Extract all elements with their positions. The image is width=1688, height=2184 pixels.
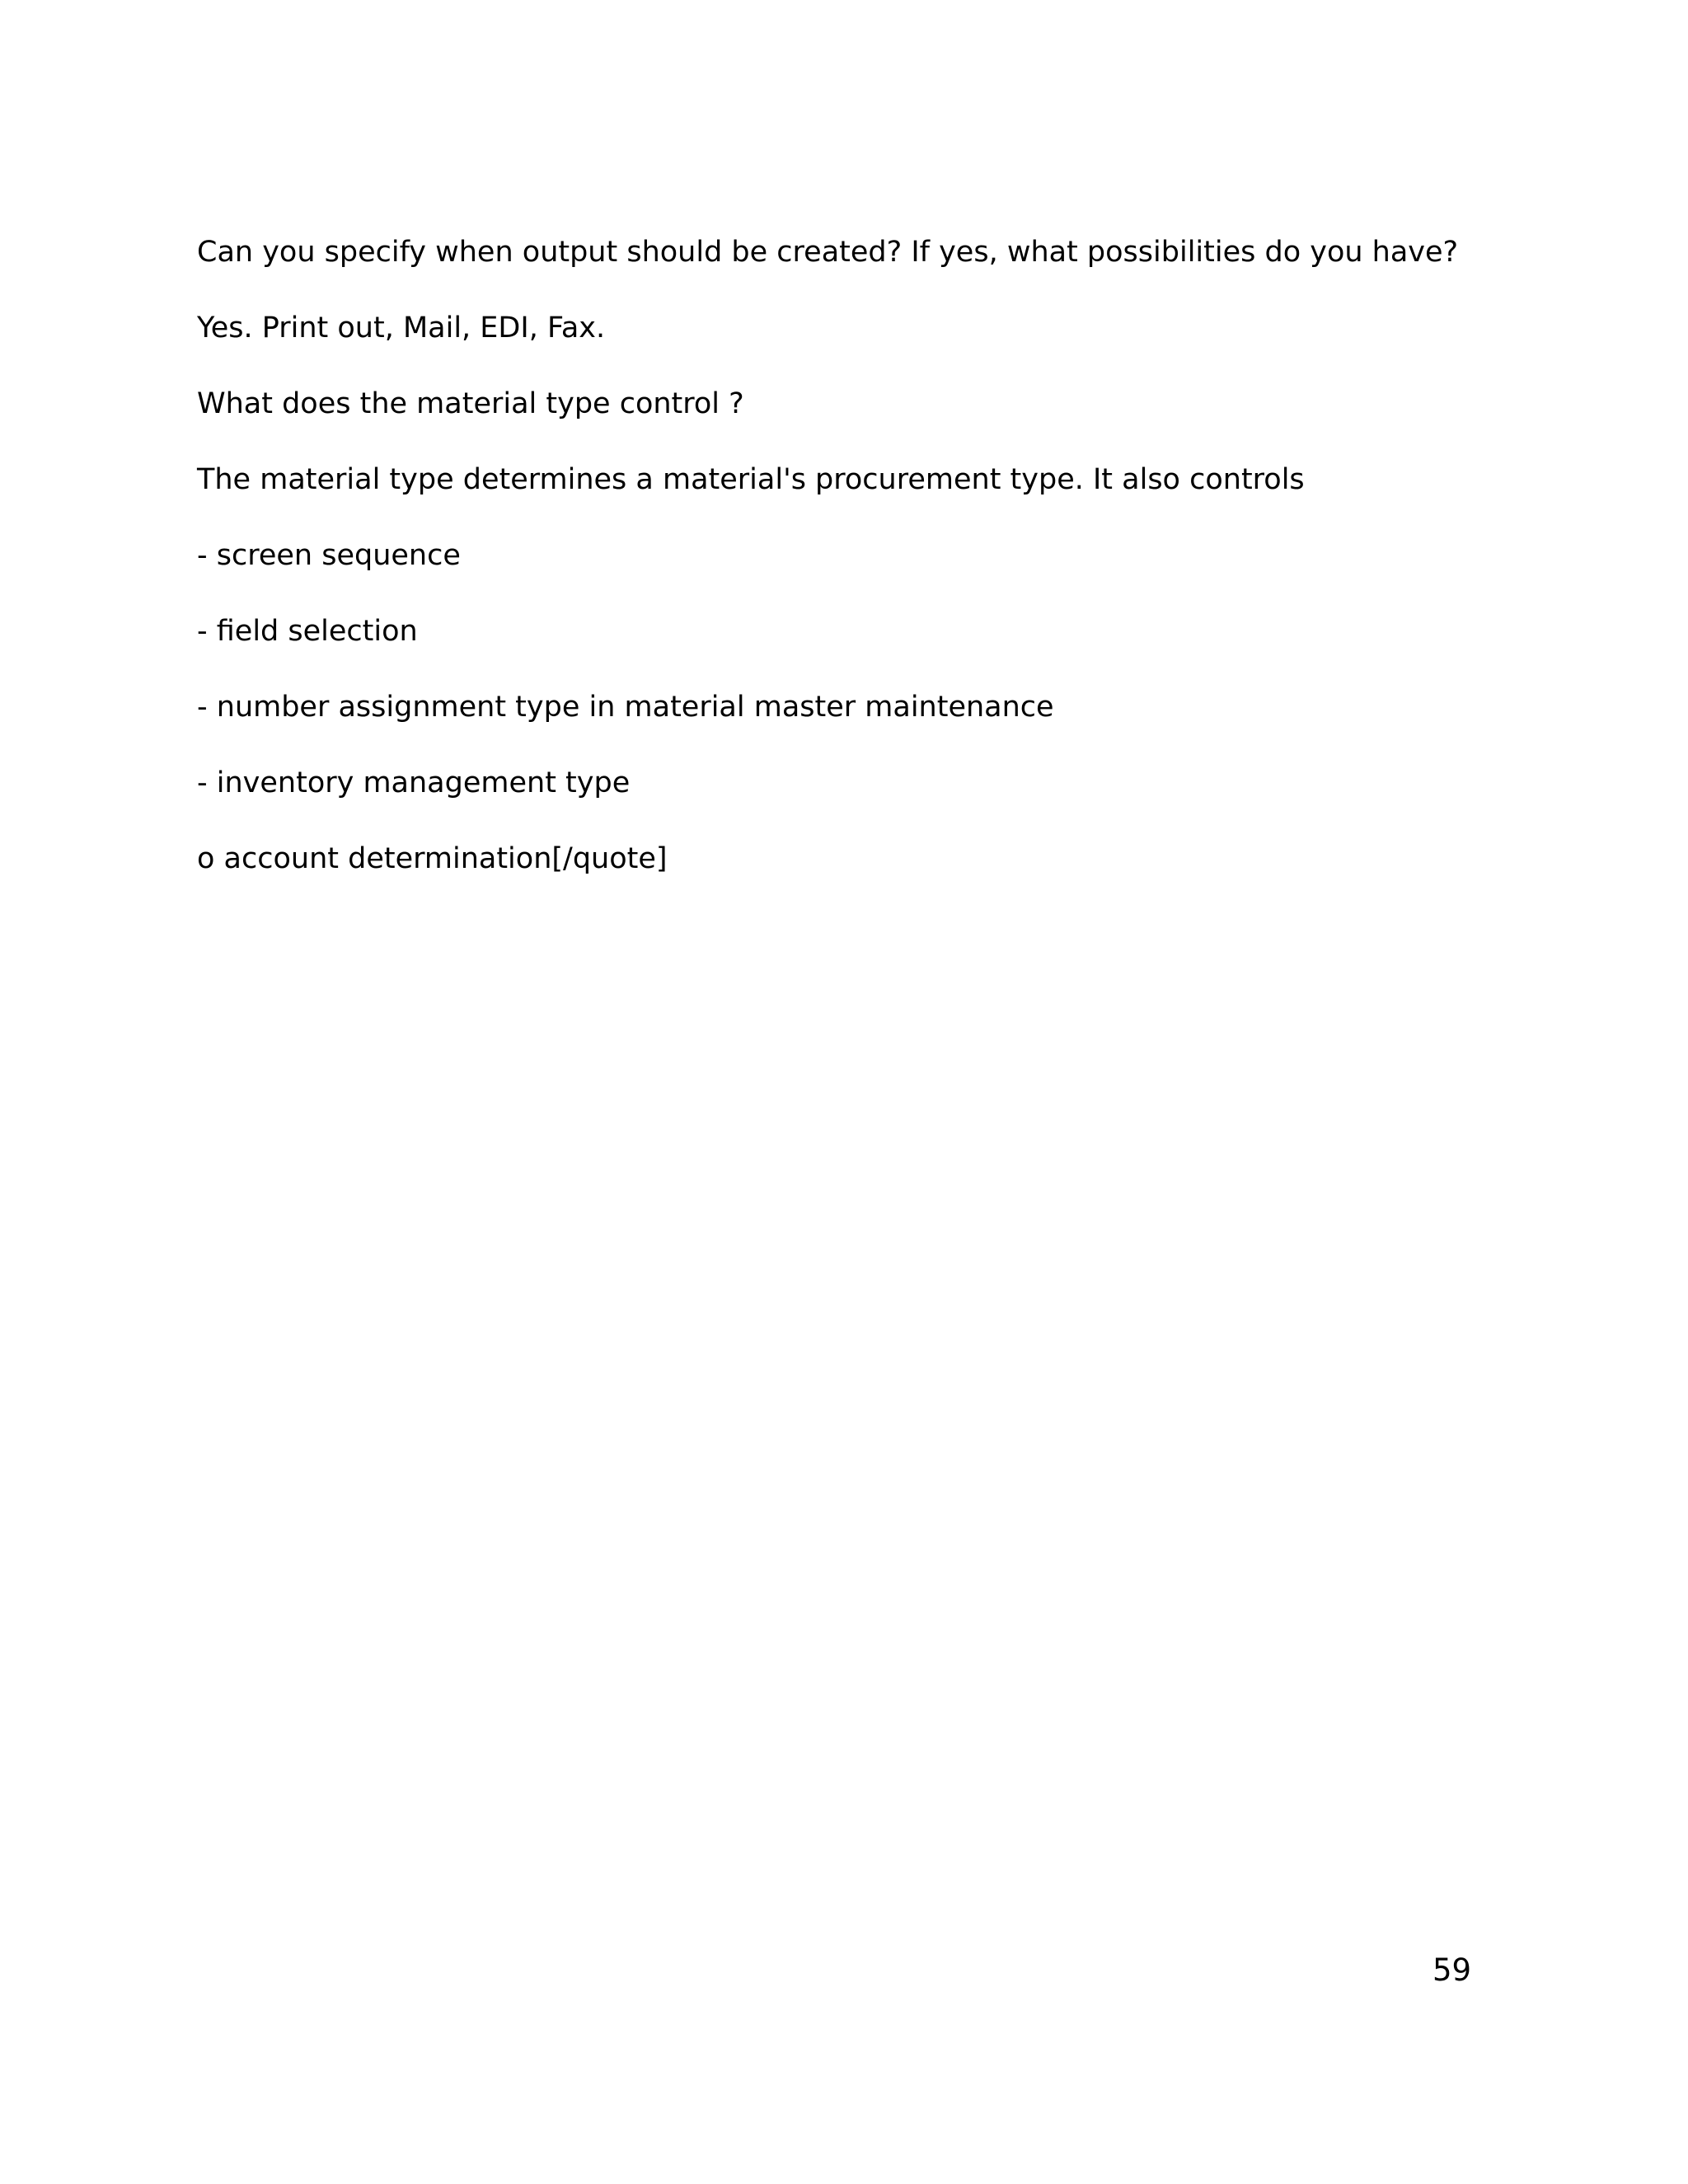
answer-output-options: Yes. Print out, Mail, EDI, Fax. (197, 312, 606, 344)
list-item-screen-sequence: - screen sequence (197, 539, 461, 572)
answer-material-type-intro: The material type determines a material's procurement type. It also controls (197, 463, 1305, 496)
question-output-creation: Can you specify when output should be created? If yes, what possibilities do you have? (197, 236, 1459, 269)
page-number: 59 (1432, 1952, 1472, 1988)
question-material-type-control: What does the material type control ? (197, 387, 744, 420)
list-item-field-selection: - field selection (197, 615, 418, 648)
list-item-number-assignment: - number assignment type in material master maintenance (197, 691, 1054, 724)
list-item-inventory-management: - inventory management type (197, 766, 631, 799)
list-item-account-determination: o account determination[/quote] (197, 842, 668, 875)
